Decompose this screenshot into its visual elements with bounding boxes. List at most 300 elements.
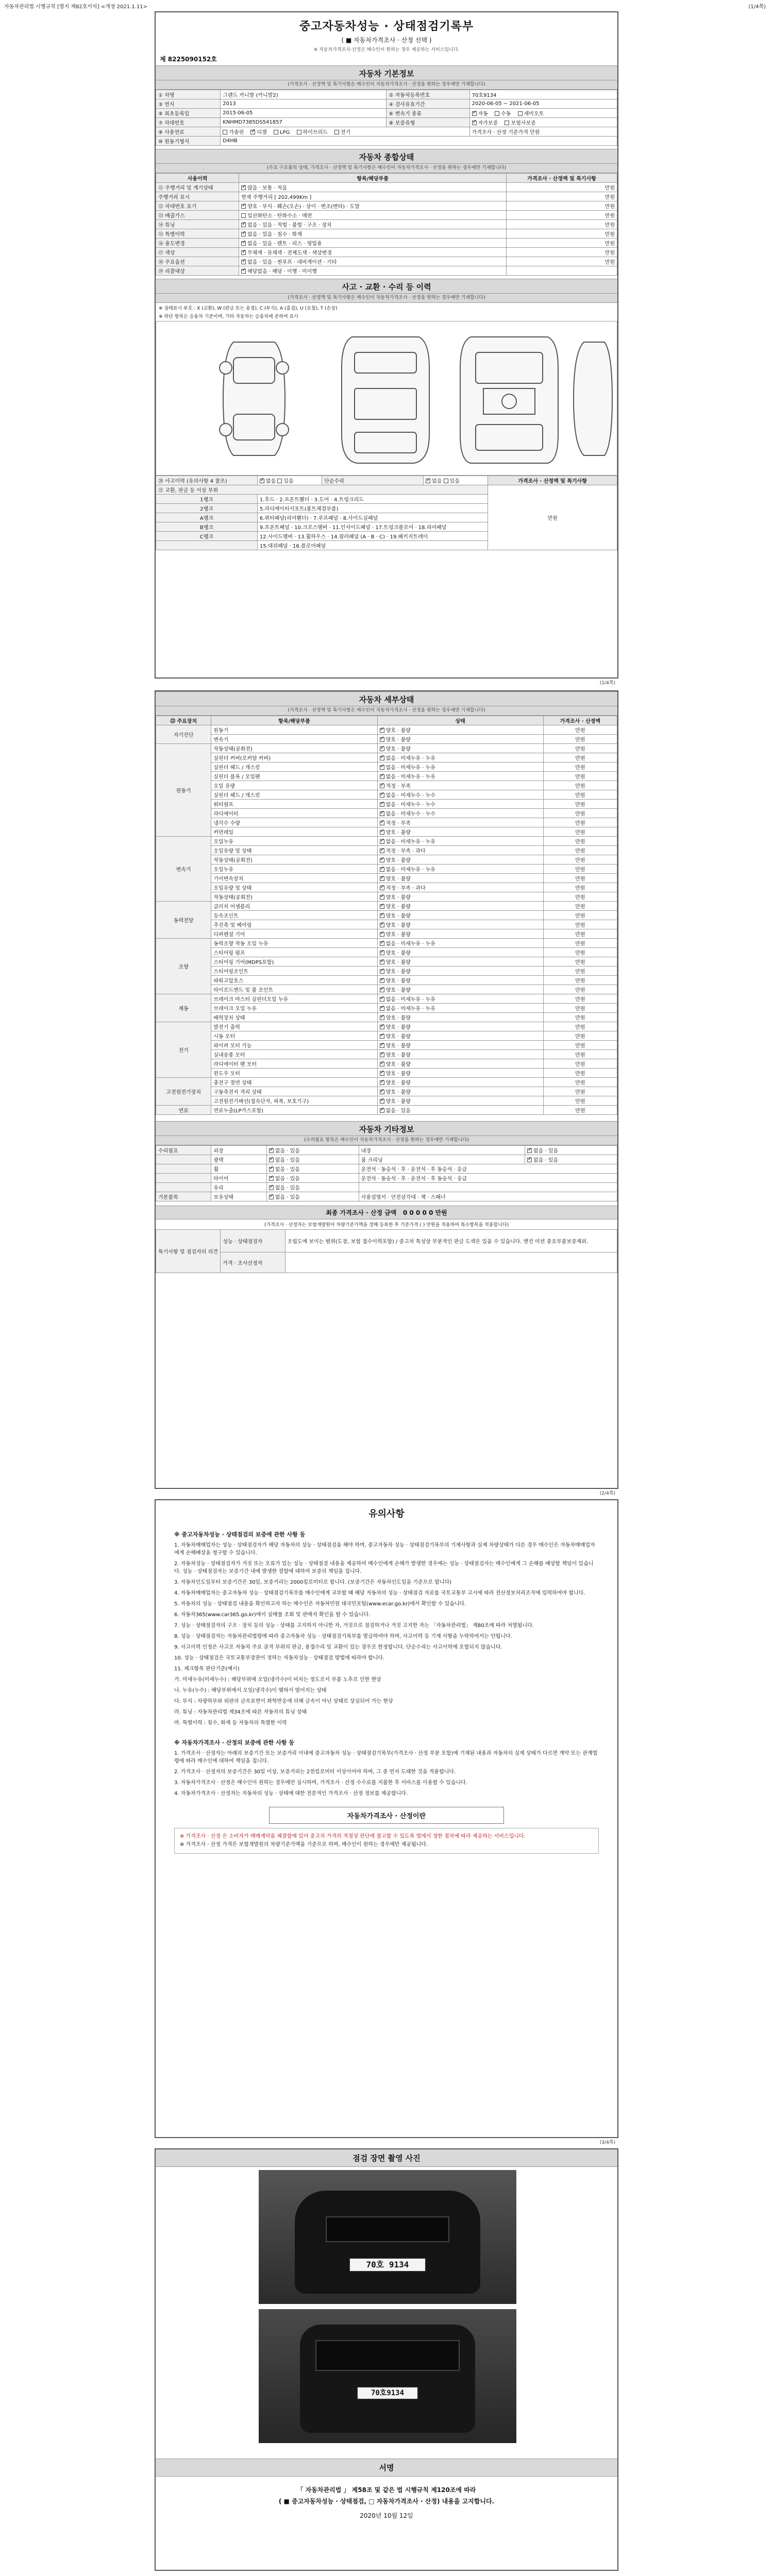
table-row [156,772,617,781]
checkbox-icon [297,130,301,134]
notice-list [156,1541,617,1727]
checkbox-icon [380,802,384,807]
item-status: ✓ 양호 · 불량 [377,902,543,911]
notice-item: 나. 누유(누수) : 해당부위에서 오일(냉각수)이 맺혀서 떨어지는 상태 [174,1688,327,1693]
model-year: 2013 [221,99,386,109]
simple-repair-label: 단순수리 [322,476,424,485]
item-label: 기어변속장치 [211,874,377,883]
table-row: ⑯ 용도변경 ✓ 없음 · 있음 · 렌트 · 리스 · 영업용 만원 [156,239,617,248]
table-row [156,1078,617,1087]
appraiser-opinion [285,1252,617,1273]
label-motor: ⑩ 원동기형식 [156,137,221,146]
item-amount: 만원 [543,772,617,781]
checkbox-icon [269,1167,274,1172]
table-row [156,837,617,846]
item-label: 원동기 [211,725,377,735]
item-amount: 만원 [543,1106,617,1115]
checkbox-icon [380,969,384,974]
item-status: ✓ 양호 · 불량 [377,1050,543,1059]
table-row [156,1031,617,1041]
item-amount: 만원 [543,762,617,772]
page-2 [155,690,618,1496]
notice-item: 마. 특별이력 : 침수, 화재 등 자동차의 특별한 이력 [174,1720,287,1726]
item-label: 추진축 및 베어링 [211,920,377,929]
section-total-title: 자동차 종합상태 [156,149,617,164]
item-label: 브레이크 마스터 실린더오일 누유 [211,994,377,1004]
table-row [156,725,617,735]
device-group-label: 전기 [156,1022,211,1078]
item-label: 클러치 어셈블리 [211,902,377,911]
table-row [156,1004,617,1013]
notice-item: 6. 자동차365(www.car365.go.kr)에서 실매물 조회 및 판매자 확인을 할 수 있습니다. [174,1612,371,1618]
item-status: ✓ 없음 · 미세누유 · 누유 [377,837,543,846]
checkbox-icon [527,1158,532,1162]
page-number: (1/4쪽) [599,681,615,686]
device-group-label: 원동기 [156,744,211,837]
item-status: ✓ 양호 · 불량 [377,948,543,957]
item-label: 워터펌프 [211,800,377,809]
item-status: ✓ 없음 · 미세누수 · 누수 [377,809,543,818]
checkbox-icon [269,1176,274,1181]
section-detail-note: (가격조사 · 산정액 및 특기사항은 매수인이 자동차가격조사 · 산정을 원하는 경우에만 기재합니다) [156,706,617,716]
item-amount: 만원 [543,809,617,818]
item-label: 작동상태(공회전) [211,855,377,865]
item-status: ✓ 양호 · 불량 [377,920,543,929]
section-other-title: 자동차 기타정보 [156,1121,617,1136]
checkbox-icon [444,479,448,483]
item-amount: 만원 [543,781,617,790]
appraisal-box-title: 자동차가격조사 · 산정이란 [269,1807,504,1824]
item-label: 냉각수 수량 [211,818,377,827]
checkbox-icon [241,260,246,264]
checkbox-icon [380,913,384,918]
item-amount: 만원 [543,892,617,902]
checkbox-icon [380,951,384,955]
item-amount: 만원 [543,994,617,1004]
notice-item: 2. 자동차성능 · 상태점검자가 거짓 또는 오류가 있는 성능 · 상태점검 내용을 제공하여 매수인에게 손해가 발생한 경우에는 성능 · 상태점검자는 매수인에게 그 손해를 배상할 책임이 있습니다. 성능 · 상태점검자는 보증기간 내에 발생한 결함에 대하여 보증의 책임을 집니다. [174,1561,594,1574]
item-status: ✓ 없음 · 있음 [377,1106,543,1115]
title-block [156,12,617,53]
checkbox-icon [277,479,282,483]
item-label: 실린더 헤드 / 개스킷 [211,762,377,772]
checkbox-icon [380,784,384,788]
device-group-label: 연료 [156,1106,211,1115]
final-price-note: (가격조사 · 산정자는 보험개발원이 차량기준가액을 정해 등록한 후 기준가격 ( ) 만원을 적용하여 특수항목을 적용합니다) [264,1223,509,1228]
total-status-table: 사용이력 항목/해당부품 가격조사 · 산정액 및 특기사항 ⑪ 주행거리 및 계기상태 ✓ 많음 · 보통 · 적음 만원 주행거리 표시 현재 주행거리 [ 202,499Km ] 만원 ⑫ 차대번호 표기 ✓ 양호 · 부식 · 훼손(오손) · 상이 · 변조(변타) · 도말 만원 ⑬ 배출가스 일산화탄소 · 탄화수소 · 매연 만원 ⑭ 튜닝 ✓ 없음 · 있음 · 적법 · 불법 · 구조 · 장치 만원 ⑮ 특별이력 ✓ 없음 · 있음 · 침수 · 화재 만원 ⑯ 용도변경 ✓ 없음 · 있음 · 렌트 · 리스 · 영업용 만원 ⑰ 색상 ✓ 무채색 · 유채색 · 전체도색 · 색상변경 만원 ⑱ 주요옵션 ✓ 없음 · 있음 · 썬루프 · 네비게이션 · 기타 만원 ⑲ 리콜대상 ✓ 해당없음 · 해당 · 이행 · 미이행 [156,173,617,276]
item-amount: 만원 [543,800,617,809]
device-group-label: 조향 [156,939,211,994]
table-row: 수리필요 외장 ✓ 없음 · 있음 내장 ✓ 없음 · 있음 [156,1146,617,1155]
item-status: ✓ 없음 · 미세누유 · 누유 [377,772,543,781]
checkbox-icon [505,121,509,125]
item-status: ✓ 없음 · 미세누유 · 누유 [377,762,543,772]
checkbox-icon [380,978,384,983]
checkbox-icon [380,1062,384,1066]
item-status: ✓ 적정 · 부족 [377,818,543,827]
checkbox-icon [380,821,384,825]
item-amount: 만원 [543,725,617,735]
checkbox-icon [472,121,477,125]
table-row [156,948,617,957]
price-basis: 가격조사 · 산정 기준가격 만원 [469,127,617,137]
table-row: ⑭ 튜닝 ✓ 없음 · 있음 · 적법 · 불법 · 구조 · 장치 만원 [156,220,617,229]
first-registration-date: 2015-06-05 [221,109,386,118]
checkbox-icon [380,895,384,900]
item-label: 오일유량 및 상태 [211,846,377,855]
item-label: 연료누출(LP가스포함) [211,1106,377,1115]
page-number: (3/4쪽) [599,2140,615,2145]
notice-subheading-2: ※ 자동차가격조사 · 산정의 보증에 관한 사항 등 [174,1739,294,1746]
label-inspection: ④ 검사유효기간 [386,99,469,109]
checkbox-icon [269,1148,274,1153]
page-number: (2/4쪽) [599,1491,615,1496]
car-front-icon [295,2191,480,2294]
checkbox-icon [269,1195,274,1199]
table-row: 광택 ✓ 없음 · 있음 룸 크리닝 ✓ 없음 · 있음 [156,1155,617,1164]
other-info-table [156,1145,617,1201]
sign-block [156,2484,617,2521]
table-row: 타이어 ✓ 없음 · 있음 운전석 · 동승석 · 후 · 운전석 · 후 동승석 · 응급 [156,1174,617,1183]
special-notes-label: 특기사항 및 점검자의 의견 [156,1230,221,1273]
device-group-label: 변속기 [156,837,211,902]
item-label: 타이로드엔드 및 볼 조인트 [211,985,377,994]
checkbox-icon [380,904,384,909]
item-amount: 만원 [543,855,617,865]
item-status: ✓ 양호 · 불량 [377,1013,543,1022]
item-label: 충전구 절연 상태 [211,1078,377,1087]
item-status: ✓ 양호 · 불량 [377,967,543,976]
table-row [156,920,617,929]
checkbox-icon [426,479,430,483]
table-row [156,1022,617,1031]
accident-history-label: ⑳ 사고이력 (유의사항 4 참조) [156,476,258,485]
item-amount: 만원 [543,735,617,744]
item-amount: 만원 [543,753,617,762]
document-number: 제 8225090152호 [160,56,217,63]
item-amount: 만원 [543,1087,617,1096]
table-row [156,1059,617,1069]
checkbox-icon [380,1071,384,1076]
special-notes-table: 특기사항 및 점검자의 의견 성능 · 상태점검자 조립도에 보이는 범위(도장, 보험 접수이력포함) / 중고차 특성상 부분적인 판금 도색은 있을 수 있습니다. 엔진 미션 중요부품보증제외. 가격 · 조사산정자 [156,1229,617,1273]
final-price-label: 최종 가격조사 · 산정 금액 [326,1209,397,1216]
section-basic-title: 자동차 기본정보 [156,65,617,80]
table-row [156,818,617,827]
label-vin: ⑦ 차대번호 [156,118,221,127]
table-row: ⑰ 색상 ✓ 무채색 · 유채색 · 전체도색 · 색상변경 만원 [156,248,617,257]
item-status: ✓ 없음 · 미세누유 · 누유 [377,939,543,948]
checkbox-icon [380,1090,384,1094]
table-row [156,1069,617,1078]
car-outline-icon [156,321,618,476]
table-row [156,1087,617,1096]
notice-item: 1. 가격조사 · 산정자는 아래의 보증기간 또는 보증거리 이내에 중고자동차 성능 · 상태점검기록부(가격조사 · 산정 부분 포함)에 기재된 내용과 자동차의 실제 상태가 다르면 계약 또는 관계법령에 따라 매수인에 대하여 책임을 집니다. [174,1751,598,1764]
item-status: ✓ 양호 · 불량 [377,1041,543,1050]
table-row [156,1050,617,1059]
device-group-label: 자기진단 [156,725,211,744]
checkbox-icon [269,1185,274,1190]
checkbox-icon [380,728,384,733]
table-row [156,827,617,837]
motor-type: D4HB [221,137,617,146]
item-status: ✓ 양호 · 불량 [377,1022,543,1031]
inspector-opinion: 조립도에 보이는 범위(도장, 보험 접수이력포함) / 중고차 특성상 부분적인 판금 도색은 있을 수 있습니다. 엔진 미션 중요부품보증제외. [285,1230,617,1252]
checkbox-icon [380,793,384,798]
item-amount: 만원 [543,976,617,985]
item-label: 실린더 커버(로커암 커버) [211,753,377,762]
checkbox-icon [269,1158,274,1162]
table-row: 2랭크 5.라디에이터서포트(볼트체결부품) [156,504,617,513]
checkbox-icon [334,130,339,134]
table-row: 주행거리 표시 현재 주행거리 [ 202,499Km ] 만원 [156,192,617,201]
checkbox-icon [380,1043,384,1048]
section-total-note: (주요 구조품의 상태, 가격조사 · 산정액 및 특기사항은 매수인이 자동차가격조사 · 산정을 원하는 경우에만 기재합니다) [156,164,617,173]
item-status: ✓ 양호 · 불량 [377,929,543,939]
label-fuel: ⑨ 사용연료 [156,127,221,137]
checkbox-icon [380,886,384,890]
section-other-note: (수리필요 항목은 매수인이 자동차가격조사 · 산정을 원하는 경우에만 기재합니다) [156,1136,617,1145]
item-status: ✓ 양호 · 불량 [377,976,543,985]
label-car-name: ① 차명 [156,90,221,99]
item-amount: 만원 [543,902,617,911]
item-amount: 만원 [543,948,617,957]
item-label: 구동축전지 격리 상태 [211,1087,377,1096]
item-label: 오일누유 [211,837,377,846]
item-status: ✓ 없음 · 미세누유 · 누유 [377,994,543,1004]
checkbox-icon [260,479,264,483]
table-row: B랭크 9.프론트패널 · 10.크로스멤버 · 11.인사이드패널 · 17.트렁크플로어 · 18.리어패널 [156,522,617,532]
label-first-registration: ⑤ 최초등록일 [156,109,221,118]
notice-item: 1. 자동차매매업자는 성능 · 상태점검자가 해당 자동차의 성능 · 상태점검을 해야 하며, 중고자동차 성능 · 상태점검기록부의 기재사항과 실제 차량상태가 다른 경우 매수인은 자동차매매업자에게 손해배상을 청구할 수 있습니다. [174,1543,595,1556]
checkbox-icon [241,241,246,246]
notice-item: 11. 체크항목 판단기준(예시) [174,1666,240,1672]
item-label: 변속기 [211,735,377,744]
item-amount: 만원 [543,1013,617,1022]
checkbox-icon [380,960,384,964]
item-label: 스티어링 펌프 [211,948,377,957]
accident-history-table: ⑳ 사고이력 (유의사항 4 참조) ✓ 없음 있음 단순수리 ✓ 없음 있음 가격조사 · 산정액 및 특기사항 ㉑ 교환, 판금 등 이상 부위 만원 1랭크 1.후드 · 2.프론트휀더 · 3.도어 · 4.트렁크리드 2랭크 5.라디에이터서포트(볼트체결부품) A랭크 6.쿼터패널(리어휀더) · 7.루프패널 · 8.사이드실패널 B랭크 9.프론트패널 · 10.크로스멤버 · 11.인사이드패널 · 17.트렁크플로어 · 18.리어패널 C랭크 12.사이드멤버 · 13.휠하우스 · 14.필러패널 (A · B · C) · 19.패키지트레이 15.대쉬패널 · 16.플로어패널 [156,476,617,550]
checkbox-icon [380,932,384,937]
checkbox-icon [241,232,246,236]
section-detail-title: 자동차 세부상태 [156,691,617,706]
checkbox-icon [380,1015,384,1020]
section-basic-note: (가격조사 · 산정액 및 특기사항은 매수인이 자동차가격조사 · 산정을 원하는 경우에만 기재합니다) [156,80,617,90]
item-status: ✓ 양호 · 불량 [377,1096,543,1106]
item-label: 작동상태(공회전) [211,744,377,753]
notice-item: 7. 성능 · 상태점검자의 구조 · 장치 등의 성능 · 상태를 고지하지 아니한 자, 거짓으로 점검하거나 거짓 고지한 자는 「자동차관리법」 제80조에 따라 처벌됩니다. [174,1623,534,1629]
notice-item: 라. 튜닝 : 자동차관리법 제34조에 따른 자동차의 튜닝 상태 [174,1709,307,1715]
item-status: ✓ 없음 · 미세누수 · 누수 [377,790,543,800]
final-price-bar [156,1206,617,1219]
table-row [156,911,617,920]
item-amount: 만원 [543,883,617,892]
label-transmission: ⑥ 변속기 종류 [386,109,469,118]
item-label: 라디에이터 팬 모터 [211,1059,377,1069]
form-reference: 자동차관리법 시행규칙 [별지 제82호서식] <개정 2021.1.11> [4,4,147,10]
checkbox-icon [380,988,384,992]
item-label: 커먼레일 [211,827,377,837]
car-name: 그랜드 카니발 (카니발2) [221,90,386,99]
notice-item: 3. 자동차가격조사 · 산정은 매수인이 원하는 경우에만 실시하며, 가격조사 · 산정 수수료를 지불한 후 서비스를 이용할 수 있습니다. [174,1780,467,1786]
checkbox-icon [527,1148,532,1153]
item-status: ✓ 적정 · 부족 · 과다 [377,883,543,892]
table-row [156,809,617,818]
item-amount: 만원 [543,967,617,976]
checkbox-icon [380,867,384,872]
table-row: A랭크 6.쿼터패널(리어휀더) · 7.루프패널 · 8.사이드실패널 [156,513,617,522]
item-status: ✓ 양호 · 불량 [377,957,543,967]
plate-number: 70호9134 [469,90,617,99]
checkbox-icon [380,997,384,1002]
item-label: 스티어링조인트 [211,967,377,976]
item-status: ✓ 양호 · 불량 [377,1031,543,1041]
checkbox-icon [380,747,384,751]
item-label: 고전원전기배선(접속단자, 피복, 보호기구) [211,1096,377,1106]
checkbox-icon [250,130,255,134]
item-label: 실내송풍 모터 [211,1050,377,1059]
item-label: 시동 모터 [211,1031,377,1041]
table-row [156,892,617,902]
notice-item: 가. 미세누유(미세누수) : 해당부위에 오일(냉각수)이 비치는 정도로서 부품 노후로 인한 현상 [174,1677,381,1683]
item-amount: 만원 [543,1041,617,1050]
notice-subheading: ※ 중고자동차성능 · 상태점검의 보증에 관한 사항 등 [174,1531,306,1538]
page-title: 중고자동차성능 · 상태점검기록부 [299,20,474,33]
section-accident-title: 사고 · 교환 · 수리 등 이력 [156,279,617,294]
transmission-options: ✓ 자동 수동 세미오토 [469,109,617,118]
item-amount: 만원 [543,827,617,837]
car-diagram [156,321,617,476]
checkbox-icon [241,250,246,255]
item-label: 오일누유 [211,865,377,874]
checkbox-icon [241,213,246,218]
item-amount: 만원 [543,985,617,994]
page-4 [155,2148,618,2571]
table-row: 1랭크 1.후드 · 2.프론트휀더 · 3.도어 · 4.트렁크리드 [156,495,617,504]
sign-text-2: ( ■ 중고자동차성능 · 상태점검, □ 자동차가격조사 · 산정) 내용을 고지합니다. [278,2498,495,2505]
table-row [156,929,617,939]
item-status: ✓ 양호 · 불량 [377,1087,543,1096]
inspection-period: 2020-06-05 ~ 2021-06-05 [469,99,617,109]
sign-section-title: 서명 [156,2459,617,2477]
notice-list-2 [156,1750,617,1798]
label-plate: ② 자동차등록번호 [386,90,469,99]
checkbox-icon [241,269,246,274]
item-amount: 만원 [543,929,617,939]
item-amount: 만원 [543,818,617,827]
checkbox-icon [380,858,384,862]
notice-item: 10. 성능 · 상태점검은 국토교통부장관이 정하는 자동차성능 · 상태점검 방법에 따라야 합니다. [174,1655,385,1661]
checkbox-icon [241,204,246,209]
checkbox-icon [380,941,384,946]
checkbox-icon [380,923,384,927]
page-subtitle: ( ■ 자동차가격조사 · 산정 선택 ) [341,37,432,44]
table-row [156,846,617,855]
item-label: 실린더 블록 / 오일팬 [211,772,377,781]
table-row: ⑲ 리콜대상 ✓ 해당없음 · 해당 · 이행 · 미이행 [156,266,617,276]
checkbox-icon [380,876,384,881]
item-label: 배력장치 상태 [211,1013,377,1022]
item-amount: 만원 [543,1031,617,1041]
top-bar [0,0,773,11]
item-label: 실린더 헤드 / 개스킷 [211,790,377,800]
checkbox-icon [495,111,499,116]
detail-status-table: ㉒ 주요장치 항목/해당부품 상태 가격조사 · 산정액 자기진단 원동기 ✓ 양호 · 불량 만원 변속기 ✓ 양호 · 불량 만원 원동기 작동상태(공회전) ✓ 양호 · 불량 만원 실린더 커버(로커암 커버) ✓ 없음 · 미세누유 · 누유 만원 실린더 헤드 / 개스킷 ✓ 없음 · 미세누유 · 누유 만원 실린더 블록 / 오일팬 ✓ 없음 · 미세누유 · 누유 만원 오일 유량 ✓ 적정 · 부족 만원 실린더 헤드 / 개스킷 ✓ 없음 · 미세누수 · 누수 만원 워터펌프 ✓ 없음 · 미세누수 · 누수 만원 라디에이터 ✓ 없음 · 미세누수 · 누수 만원 냉각수 수량 ✓ 적정 · 부족 만원 커먼레일 ✓ 양호 · 불량 만원 변속기 오일누유 ✓ 없음 · 미세누유 · 누유 만원 오일유량 및 상태 ✓ 적정 · 부족 · 과다 만원 작동상태(공회전) ✓ 양호 · 불량 만원 오일누유 ✓ 없음 · 미세누유 · 누유 만원 기어변속장치 ✓ 양호 · 불량 만원 오일유량 및 상태 ✓ 적정 · 부족 · 과다 만원 작동상태(공회전) ✓ 양호 · 불량 만원 동력전달 클러치 어셈블리 ✓ 양호 · 불량 만원 등속조인트 ✓ 양호 · 불량 만원 추진축 및 베어링 ✓ 양호 · 불량 만원 디퍼렌셜 기어 ✓ 양호 · 불량 만원 조향 동력조향 작동 오일 누유 ✓ 없음 · 미세누유 · 누유 만원 스티어링 펌프 ✓ 양호 · 불량 만원 스티어링 기어(MDPS포함) ✓ 양호 · 불량 만원 스티어링조인트 ✓ 양호 · 불량 만원 파워고압호스 ✓ 양호 · 불량 만원 타이로드엔드 및 볼 조인트 ✓ 양호 · 불량 만원 제동 브레이크 마스터 실린더오일 누유 ✓ 없음 · 미세누유 · 누유 만원 브레이크 오일 누유 ✓ 없음 · 미세누유 · 누유 만원 배력장치 상태 ✓ 양호 · 불량 만원 전기 발전기 출력 ✓ 양호 · 불량 만원 시동 모터 ✓ 양호 · 불량 만원 와이퍼 모터 기능 ✓ 양호 · 불량 만원 실내송풍 모터 ✓ 양호 · 불량 만원 라디에이터 팬 모터 ✓ 양호 · 불량 만원 윈도우 모터 ✓ 양호 · 불량 만원 고전원전기장치 충전구 절연 상태 ✓ 양호 · 불량 만원 구동축전지 격리 상태 ✓ 양호 · 불량 만원 고전원전기배선(접속단자, 피복, 보호기구) ✓ 양호 · 불량 만원 연료 연료누출(LP가스포함) ✓ 없음 · 있음 만원 [156,716,617,1115]
item-label: 등속조인트 [211,911,377,920]
checkbox-icon [380,830,384,835]
notice-item: 5. 자동차의 성능 · 상태점검 내용을 확인하고자 하는 매수인은 자동차민원 대국민포털(www.ecar.go.kr)에서 확인할 수 있습니다. [174,1601,466,1607]
notice-item: 3. 자동차인도일부터 보증기간은 30일, 보증거리는 2000킬로미터로 합니다. (보증기간은 자동차인도일을 기준으로 합니다) [174,1580,452,1585]
appraisal-box: ※ 가격조사 · 산정 은 소비자가 매매계약을 체결함에 있어 중고차 가격의 적절성 판단에 참고할 수 있도록 법에서 정한 절차에 따라 제공하는 서비스입니다. ※ 가격조사 · 산정 가격은 보험개발원의 차량기준가액을 기준으로 하며, 매수인이 원하는 경우에만 제공됩니다. [174,1828,599,1854]
item-amount: 만원 [543,911,617,920]
checkbox-icon [380,1080,384,1085]
item-amount: 만원 [543,939,617,948]
item-status: ✓ 없음 · 미세누유 · 누유 [377,753,543,762]
checkbox-icon [380,849,384,853]
item-label: 오일 유량 [211,781,377,790]
item-amount: 만원 [543,1004,617,1013]
sign-text-1: 「 자동차관리법 」 제58조 및 같은 법 시행규칙 제120조에 따라 [297,2486,476,2494]
table-row [156,744,617,753]
table-row [156,976,617,985]
item-label: 라디에이터 [211,809,377,818]
fuel-options: 가솔린 ✓ 디젤 LPG 하이브리드 전기 [221,127,469,137]
photo-section-title: 점검 장면 촬영 사진 [156,2149,617,2167]
item-label: 스티어링 기어(MDPS포함) [211,957,377,967]
checkbox-icon [274,130,278,134]
table-row [156,1096,617,1106]
item-status: ✓ 양호 · 불량 [377,985,543,994]
item-label: 브레이크 오일 누유 [211,1004,377,1013]
item-amount: 만원 [543,790,617,800]
item-label: 와이퍼 모터 기능 [211,1041,377,1050]
item-amount: 만원 [543,846,617,855]
exchange-label: ㉑ 교환, 판금 등 이상 부위 [156,485,488,495]
item-amount: 만원 [543,1050,617,1059]
checkbox-icon [380,811,384,816]
checkbox-icon [380,1006,384,1011]
table-row [156,790,617,800]
table-row [156,902,617,911]
table-row: ⑫ 차대번호 표기 ✓ 양호 · 부식 · 훼손(오손) · 상이 · 변조(변타) · 도말 만원 [156,201,617,211]
device-group-label: 제동 [156,994,211,1022]
table-row [156,781,617,790]
table-row [156,762,617,772]
checkbox-icon [380,839,384,844]
item-amount: 만원 [543,957,617,967]
item-status: ✓ 적정 · 부족 [377,781,543,790]
item-amount: 만원 [543,874,617,883]
table-row: ⑬ 배출가스 일산화탄소 · 탄화수소 · 매연 만원 [156,211,617,220]
item-label: 디퍼렌셜 기어 [211,929,377,939]
item-amount: 만원 [543,1096,617,1106]
checkbox-icon [380,765,384,770]
sign-date: 2020년 10월 12일 [360,2512,413,2519]
accident-legend-2: ※ 하단 항목은 승용차 기준이며, 기타 자동차는 승용차에 준하여 표시 [159,314,298,319]
item-amount: 만원 [543,744,617,753]
item-status: ✓ 양호 · 불량 [377,1069,543,1078]
item-status: ✓ 양호 · 불량 [377,1059,543,1069]
notice-item: 9. 사고이력 인정은 사고로 자동차 주요 골격 부위의 판금, 용접수리 및 교환이 있는 경우로 한정합니다. 단순수리는 사고이력에 포함되지 않습니다. [174,1645,502,1650]
label-year: ③ 연식 [156,99,221,109]
section-accident-note: (가격조사 · 산정액 및 특기사항은 매수인이 자동차가격조사 · 산정을 원하는 경우에만 기재합니다) [156,294,617,303]
table-row [156,985,617,994]
item-amount: 만원 [543,1022,617,1031]
item-amount: 만원 [543,920,617,929]
item-label: 오일유량 및 상태 [211,883,377,892]
table-row [156,883,617,892]
page-counter: (1/4쪽) [748,4,766,10]
table-row: 기본품목 보유상태 ✓ 없음 · 있음 사용설명서 · 안전삼각대 · 잭 · 스패너 [156,1192,617,1201]
item-label: 작동상태(공회전) [211,892,377,902]
